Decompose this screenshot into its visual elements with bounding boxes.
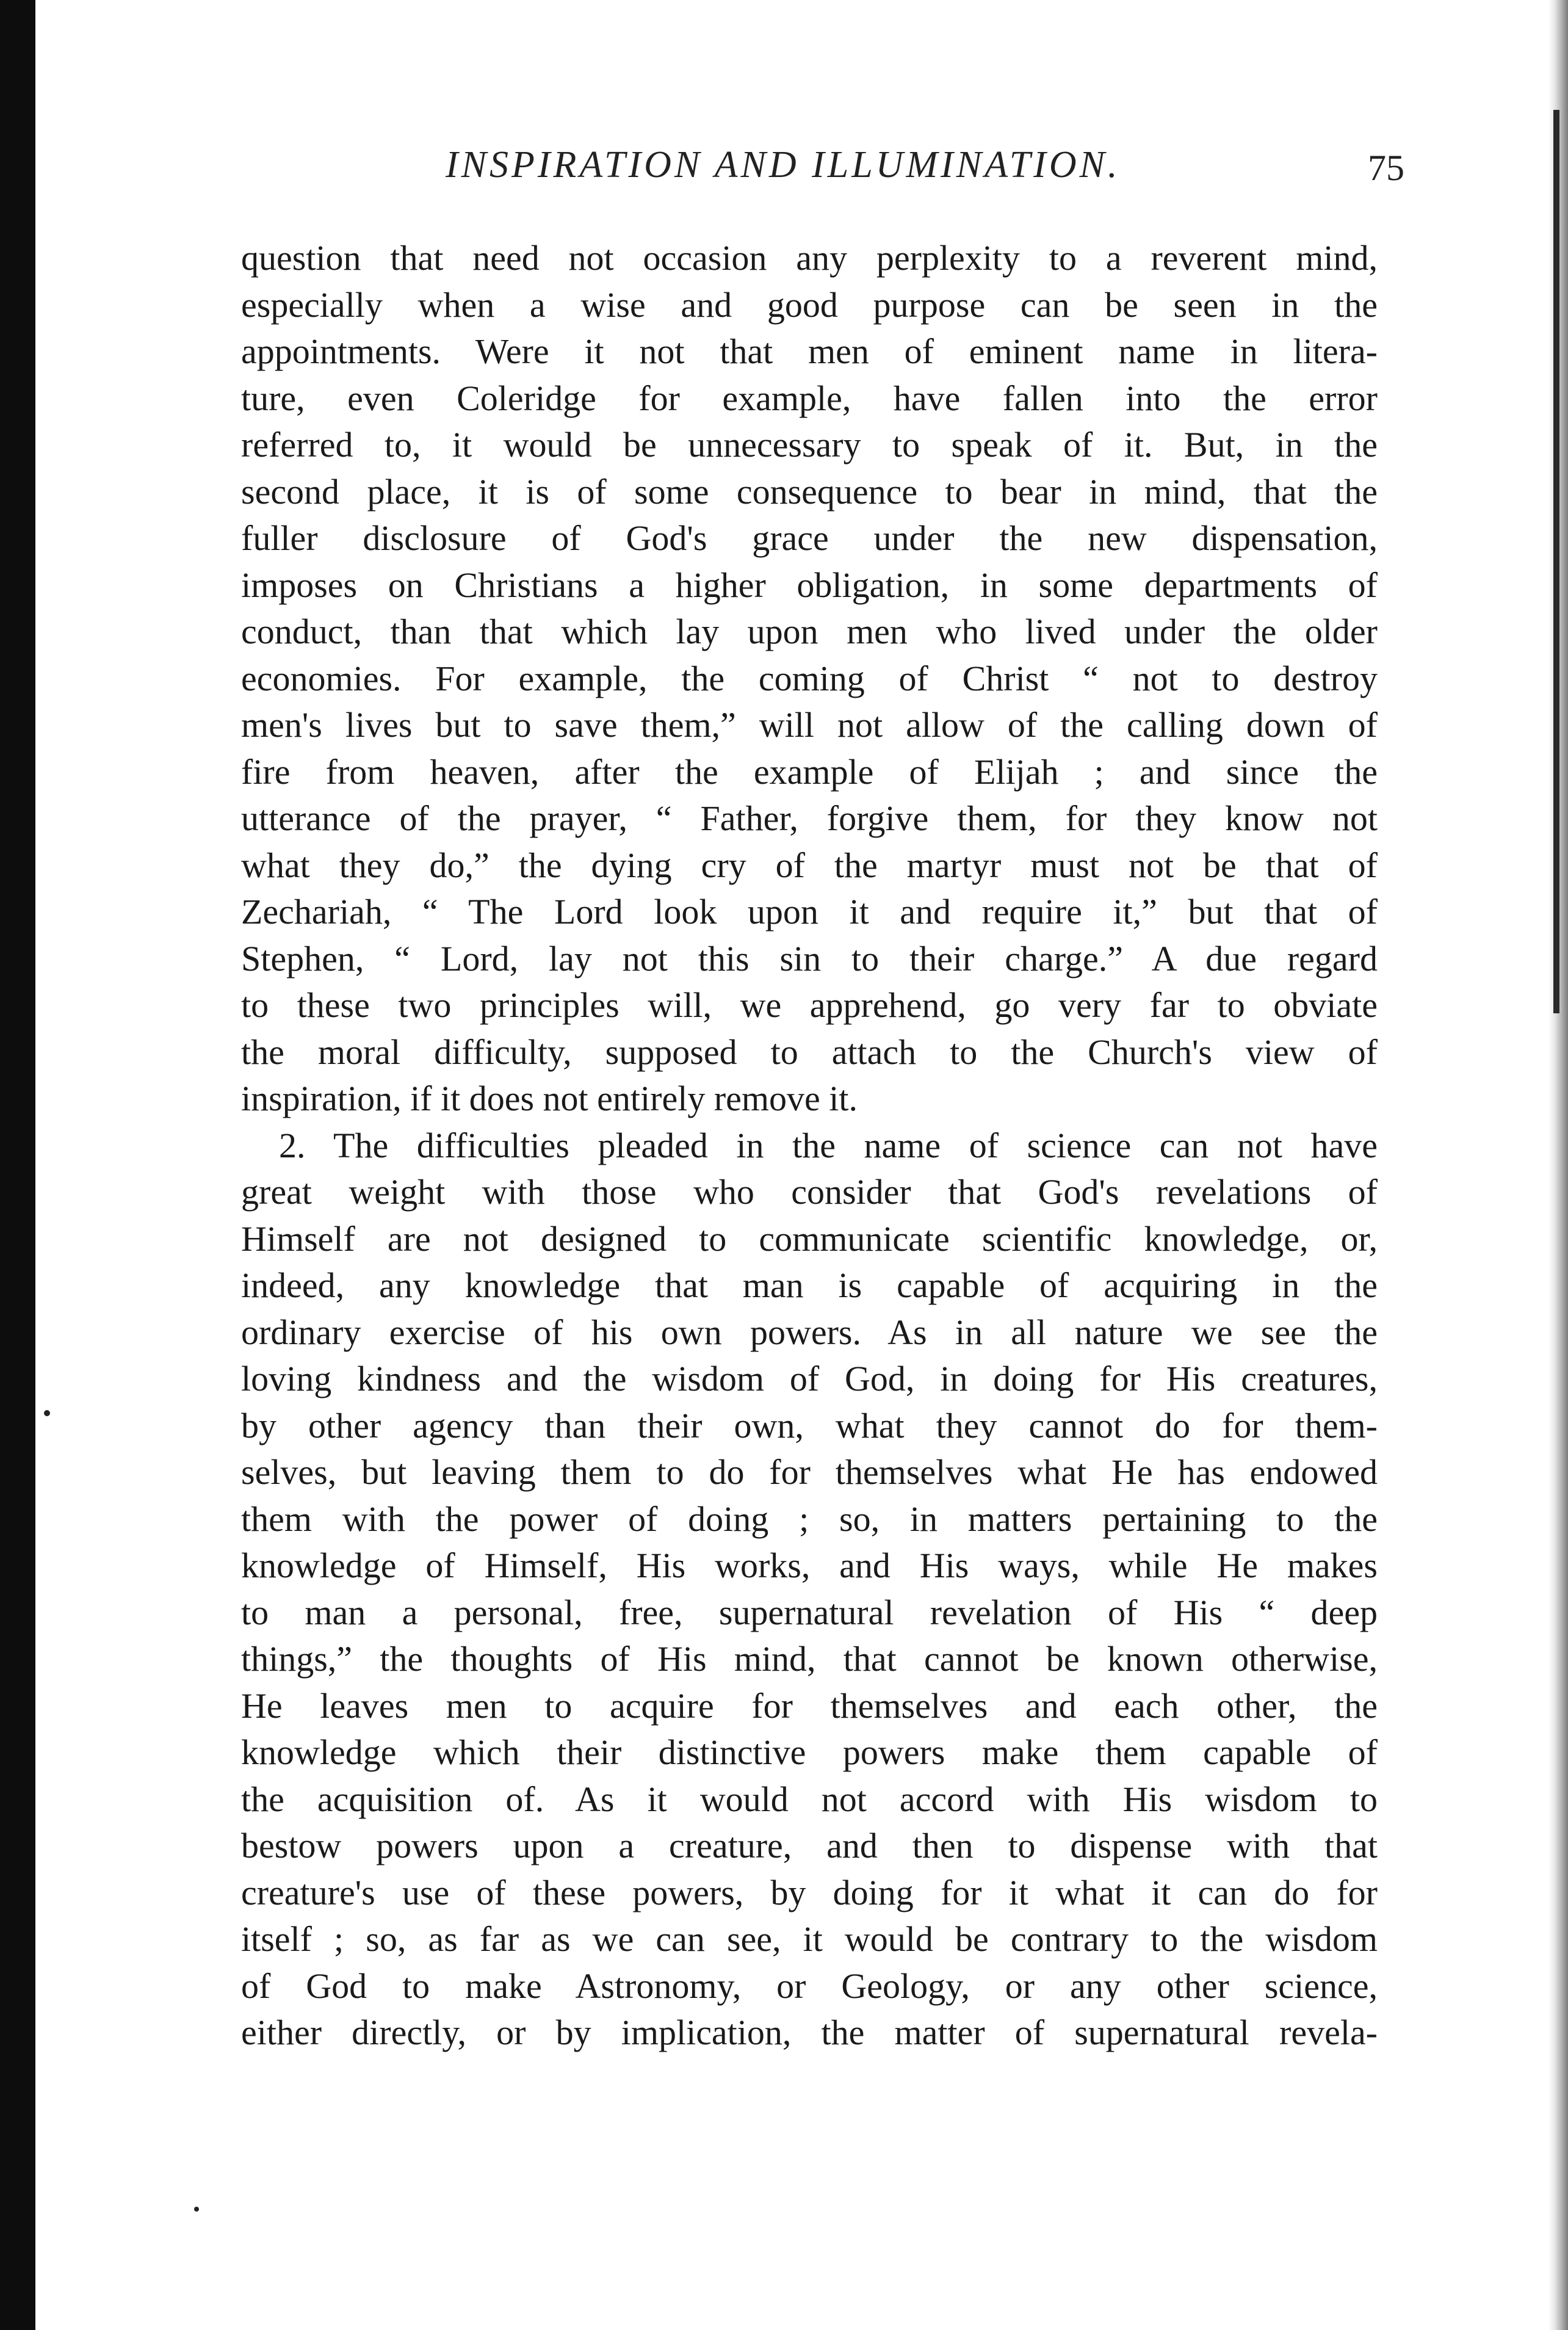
scan-left-border: [0, 0, 35, 2330]
text-line: referred to, it would be unnecessary to speak of it. But, in the: [241, 425, 1378, 465]
text-line: creature's use of these powers, by doing for it what it can do for: [241, 1872, 1378, 1912]
text-line: by other agency than their own, what they cannot do for them-: [241, 1405, 1378, 1445]
text-line: bestow powers upon a creature, and then to dispense with that: [241, 1826, 1378, 1865]
text-line: 2. The difficulties pleaded in the name of science can not have: [279, 1125, 1378, 1165]
scan-speck: [44, 1410, 50, 1416]
scan-speck: [194, 2207, 199, 2212]
paragraph-2: [241, 1123, 1378, 2057]
text-line: utterance of the prayer, “ Father, forgive them, for they know not: [241, 798, 1378, 838]
text-line: imposes on Christians a higher obligation, in some departments of: [241, 565, 1378, 605]
text-line: indeed, any knowledge that man is capable of acquiring in the: [241, 1265, 1378, 1305]
text-line: to these two principles will, we apprehend, go very far to obviate: [241, 985, 1378, 1025]
text-line: knowledge of Himself, His works, and His ways, while He makes: [241, 1546, 1378, 1585]
text-line: loving kindness and the wisdom of God, in doing for His creatures,: [241, 1359, 1378, 1398]
text-line: selves, but leaving them to do for themselves what He has endowed: [241, 1452, 1378, 1492]
text-line: great weight with those who consider that God's revelations of: [241, 1172, 1378, 1212]
text-line: Stephen, “ Lord, lay not this sin to their charge.” A due regard: [241, 938, 1378, 979]
text-line: the acquisition of. As it would not accord with His wisdom to: [241, 1779, 1378, 1819]
scan-right-edge-shadow: [1553, 110, 1559, 1013]
text-line: question that need not occasion any perplexity to a reverent mind,: [241, 238, 1378, 278]
running-title: INSPIRATION AND ILLUMINATION.: [446, 144, 1121, 186]
text-line: economies. For example, the coming of Christ “ not to destroy: [241, 658, 1378, 698]
text-line: either directly, or by implication, the matter of supernatural revela-: [241, 2013, 1378, 2052]
text-line: especially when a wise and good purpose can be seen in the: [241, 284, 1378, 325]
text-line: what they do,” the dying cry of the martyr must not be that of: [241, 845, 1378, 885]
text-line: the moral difficulty, supposed to attach to the Church's view of: [241, 1032, 1378, 1072]
text-line: He leaves men to acquire for themselves and each other, the: [241, 1685, 1378, 1726]
text-line: men's lives but to save them,” will not allow of the calling down of: [241, 705, 1378, 745]
text-line: things,” the thoughts of His mind, that cannot be known otherwise,: [241, 1639, 1378, 1679]
text-line: second place, it is of some consequence to bear in mind, that the: [241, 471, 1378, 512]
text-line: itself ; so, as far as we can see, it would be contrary to the wisdom: [241, 1919, 1378, 1959]
text-line: ordinary exercise of his own powers. As in all nature we see the: [241, 1312, 1378, 1352]
text-line: knowledge which their distinctive powers make them capable of: [241, 1732, 1378, 1772]
text-line: to man a personal, free, supernatural revelation of His “ deep: [241, 1592, 1378, 1632]
text-line: fuller disclosure of God's grace under the new dispensation,: [241, 518, 1378, 558]
text-line: Himself are not designed to communicate scientific knowledge, or,: [241, 1218, 1378, 1259]
text-line: them with the power of doing ; so, in matters pertaining to the: [241, 1499, 1378, 1539]
text-line: inspiration, if it does not entirely remove it.: [241, 1079, 858, 1118]
text-line: fire from heaven, after the example of Elijah ; and since the: [241, 751, 1378, 792]
page-number: 75: [1368, 148, 1404, 188]
text-line: of God to make Astronomy, or Geology, or any other science,: [241, 1966, 1378, 2006]
text-line: appointments. Were it not that men of eminent name in litera-: [241, 331, 1378, 371]
paragraph-1: [241, 235, 1378, 1123]
body-text: [241, 235, 1378, 2057]
running-head: [238, 143, 1404, 204]
text-line: Zechariah, “ The Lord look upon it and require it,” but that of: [241, 892, 1378, 932]
text-line: ture, even Coleridge for example, have fallen into the error: [241, 378, 1378, 418]
text-line: conduct, than that which lay upon men who lived under the older: [241, 612, 1378, 651]
